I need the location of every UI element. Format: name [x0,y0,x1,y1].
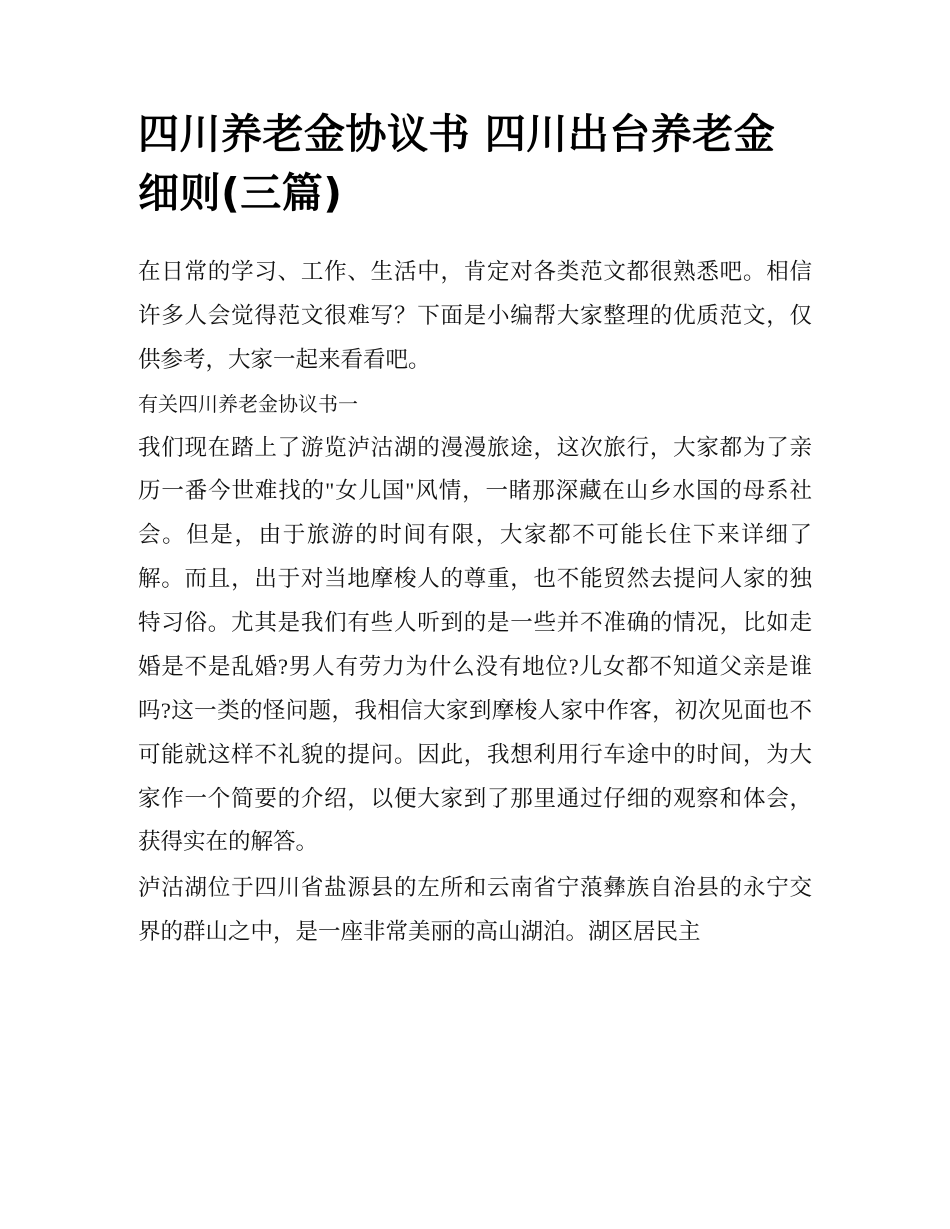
section-heading: 有关四川养老金协议书一 [138,393,358,416]
page-title: 四川养老金协议书 四川出台养老金细则(三篇) [138,110,776,218]
paragraph-intro: 在日常的学习、工作、生活中，肯定对各类范文都很熟悉吧。相信许多人会觉得范文很难写？下面是小编帮大家整理的优质范文，仅供参考，大家一起来看看吧。 [138,258,812,372]
paragraph-body-1: 我们现在踏上了游览泸沽湖的漫漫旅途，这次旅行，大家都为了亲历一番今世难找的"女儿国"风情，一睹那深藏在山乡水国的母系社会。但是，由于旅游的时间有限，大家都不可能长住下来详细了解。而且，出于对当地摩梭人的尊重，也不能贸然去提问人家的独特习俗。尤其是我们有些人听到的是一些并不准确的情况，比如走婚是不是乱婚?男人有劳力为什么没有地位?儿女都不知道父亲是谁吗?这一类的怪问题，我相信大家到摩梭人家中作客，初次见面也不可能就这样不礼貌的提问。因此，我想利用行车途中的时间，为大家作一个简要的介绍，以便大家到了那里通过仔细的观察和体会，获得实在的解答。 [138,434,812,855]
paragraph-body-2: 泸沽湖位于四川省盐源县的左所和云南省宁蒗彝族自治县的永宁交界的群山之中，是一座非常美丽的高山湖泊。湖区居民主 [138,875,812,945]
